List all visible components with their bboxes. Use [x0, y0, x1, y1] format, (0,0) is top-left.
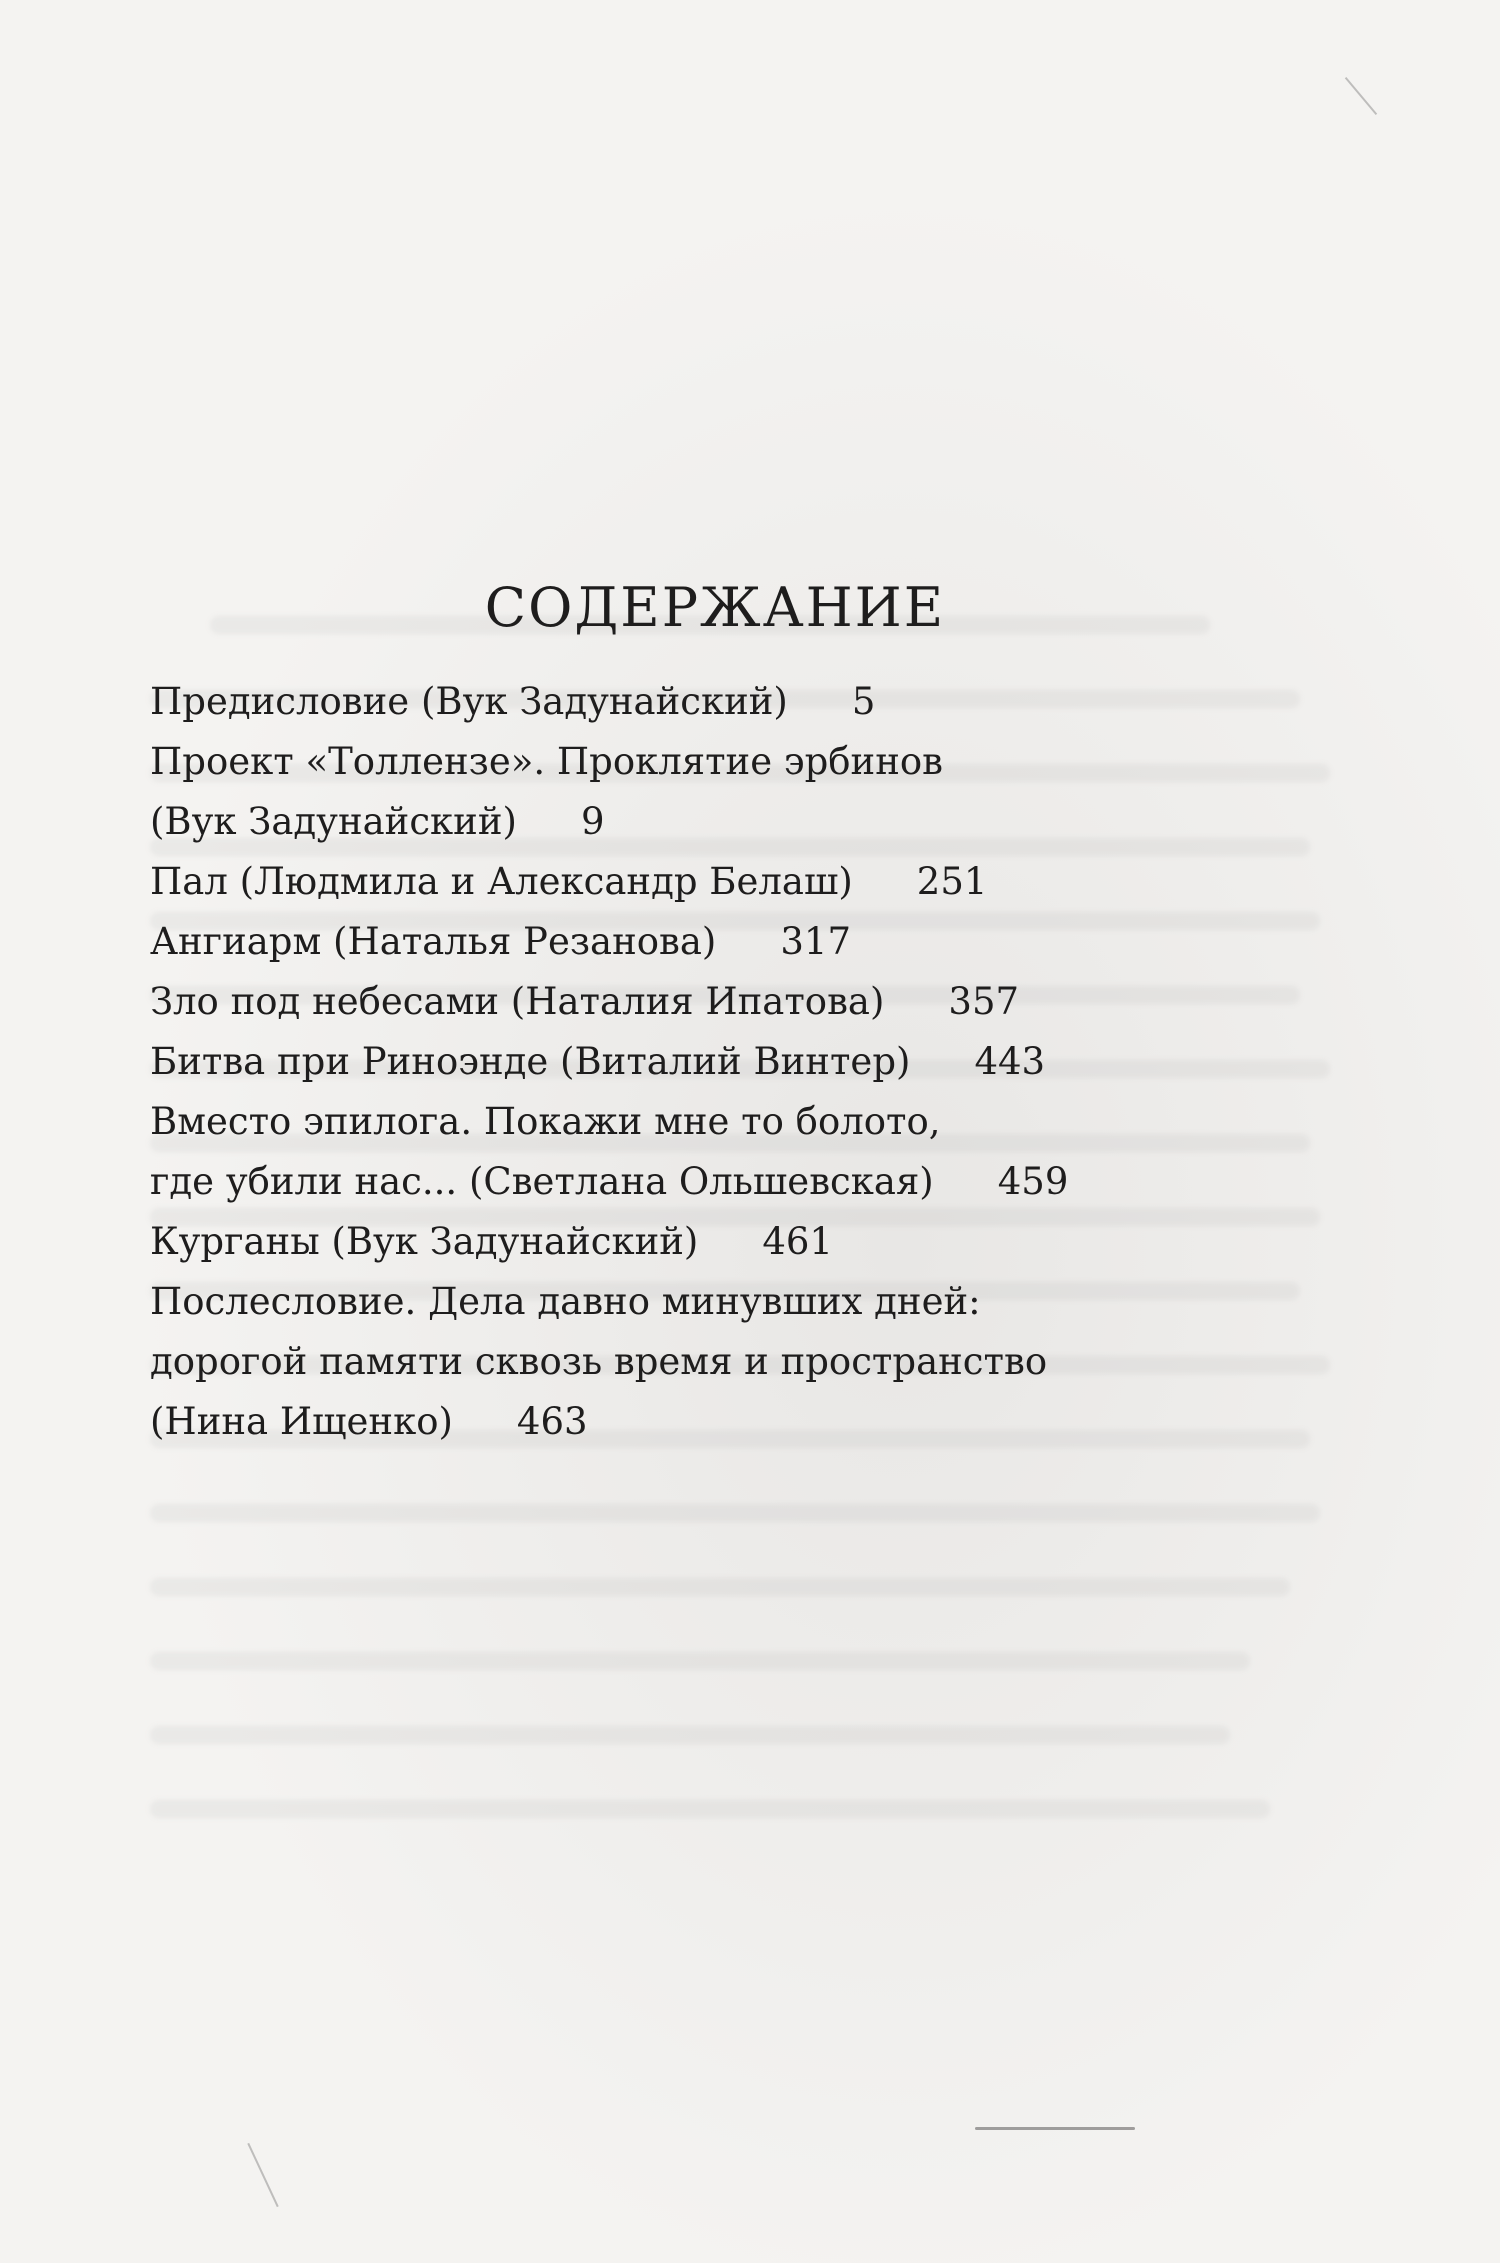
toc-entry-text: где убили нас... (Светлана Ольшевская): [150, 1160, 934, 1203]
toc-page-number: 5: [851, 680, 876, 723]
toc-entry-text: Курганы (Вук Задунайский): [150, 1220, 699, 1263]
toc-entry: [150, 1272, 1300, 1452]
toc-entry-text: дорогой памяти сквозь время и пространство: [150, 1340, 1048, 1383]
toc-entry: [150, 912, 1300, 972]
toc-entry: [150, 672, 1300, 732]
toc-entry-text: Битва при Риноэнде (Виталий Винтер): [150, 1040, 911, 1083]
toc-entry-title-line: [150, 732, 1300, 792]
toc-entry: [150, 972, 1300, 1032]
toc-entry-text: Ангиарм (Наталья Резанова): [150, 920, 717, 963]
toc-page-number: 317: [780, 920, 851, 963]
toc-entry: [150, 852, 1300, 912]
toc-entry: [150, 1212, 1300, 1272]
table-of-contents: [150, 672, 1300, 1452]
toc-entry-title-line: [150, 1392, 1300, 1452]
toc-entry-title-line: [150, 792, 1300, 852]
toc-entry-title-line: [150, 1152, 1300, 1212]
toc-page-number: 251: [916, 860, 988, 903]
toc-page-number: 463: [516, 1400, 588, 1443]
toc-entry-text: Пал (Людмила и Александр Белаш): [150, 860, 853, 903]
toc-entry-title-line: [150, 1212, 1300, 1272]
toc-entry-text: (Вук Задунайский): [150, 800, 517, 843]
toc-page-number: 459: [997, 1160, 1069, 1203]
toc-entry: [150, 732, 1300, 852]
toc-entry-title-line: [150, 1032, 1300, 1092]
toc-entry: [150, 1092, 1300, 1212]
toc-page-number: 357: [948, 980, 1020, 1023]
toc-entry: [150, 1032, 1300, 1092]
paper-scratch-mark: [247, 2143, 278, 2207]
page-title: СОДЕРЖАНИЕ: [484, 576, 946, 640]
paper-scratch-mark: [1345, 77, 1377, 115]
toc-entry-title-line: [150, 852, 1300, 912]
toc-entry-title-line: [150, 1332, 1300, 1392]
toc-entry-title-line: [150, 972, 1300, 1032]
toc-entry-text: Зло под небесами (Наталия Ипатова): [150, 980, 885, 1023]
toc-page-number: 461: [762, 1220, 833, 1263]
toc-entry-title-line: [150, 672, 1300, 732]
toc-entry-text: Послесловие. Дела давно минувших дней:: [150, 1280, 981, 1323]
toc-entry-text: Проект «Толлензе». Проклятие эрбинов: [150, 740, 943, 783]
toc-entry-text: Предисловие (Вук Задунайский): [150, 680, 788, 723]
toc-entry-text: Вместо эпилога. Покажи мне то болото,: [150, 1100, 941, 1143]
ink-smudge: [975, 2127, 1135, 2130]
toc-entry-text: (Нина Ищенко): [150, 1400, 453, 1443]
toc-entry-title-line: [150, 1092, 1300, 1152]
toc-page-number: 443: [974, 1040, 1046, 1083]
toc-entry-title-line: [150, 1272, 1300, 1332]
toc-entry-title-line: [150, 912, 1300, 972]
toc-page-number: 9: [580, 800, 605, 843]
